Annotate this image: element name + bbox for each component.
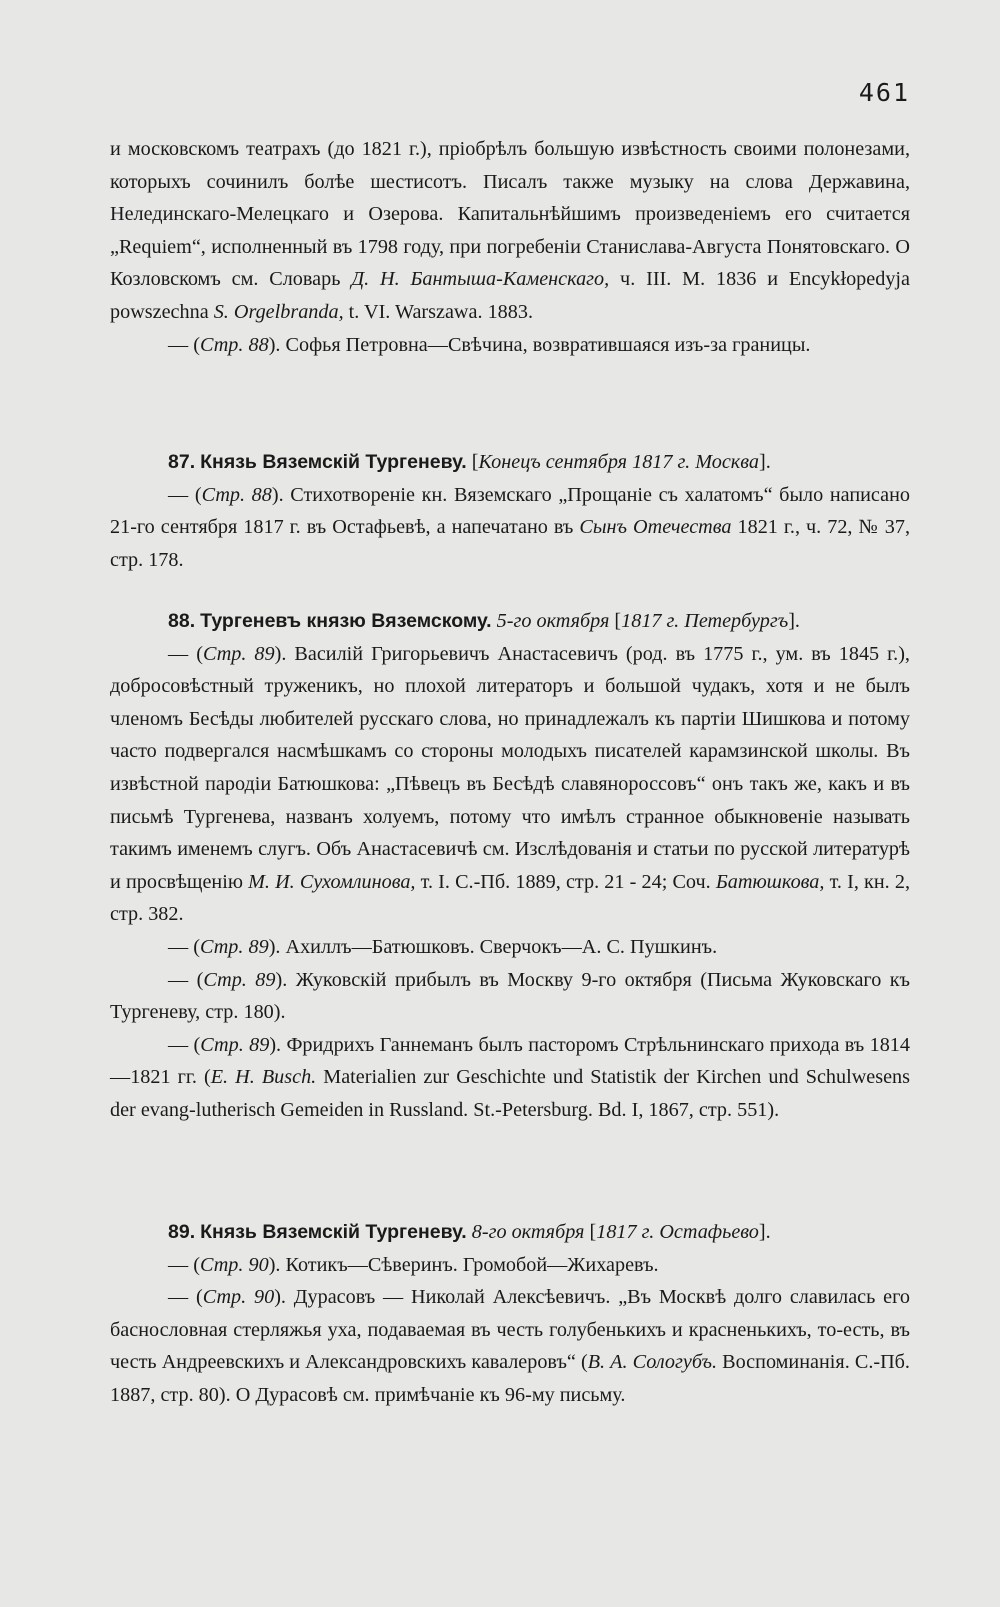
page-reference: Стр. 89 [199,935,269,958]
text-segment: т. I, кн. 2, стр. 382. [110,870,911,926]
text-segment: — ( [168,935,200,958]
letter-88-notes [110,605,910,1127]
paragraph-achilles [110,931,910,964]
text-segment: ). Софья Петровна—Свѣчина, возвратившаяся изъ-за границы. [268,333,811,356]
letter-title: Тургеневъ князю Вяземскому. [200,610,492,632]
paragraph-khalat [110,479,910,577]
text-segment: Materialien zur Geschichte und Statistik der Kirchen und Schulwesens der evang-lutherisch Gemeiden in Russland. St.-Petersburg. Bd. I, 1867, стр. 551). [110,1066,910,1121]
text-segment: ]. [788,610,800,632]
text-segment: ). Котикъ—Сѣверинъ. Громобой—Жихаревъ. [268,1253,659,1276]
text-segment: — ( [168,333,200,356]
letter-87-notes [110,446,910,576]
letter-88-heading [110,605,910,638]
text-segment: ). Ахиллъ—Батюшковъ. Сверчокъ—А. С. Пушкинъ. [268,935,718,958]
text-segment: t. VI. Warszawa. 1883. [343,300,533,323]
italic-reference: Батюшкова, [715,870,825,893]
text-segment: [ [466,451,479,473]
letter-date: Конецъ сентября 1817 г. Москва [478,451,759,473]
italic-reference: S. Orgelbranda, [213,300,344,323]
letter-89-heading [110,1216,910,1249]
page-reference: Стр. 88 [199,333,269,356]
page-reference: Стр. 89 [202,642,275,665]
text-segment: — ( [168,1286,203,1309]
note-continuation [110,133,910,361]
text-segment: ). Василій Григорьевичъ Анастасевичъ (род. въ 1775 г., ум. въ 1845 г.), добросовѣстный труженикъ, но плохой литераторъ и большой чудакъ, хотя и не былъ членомъ Бесѣды любителей русскаго слова, но принадлежалъ къ партіи Шишкова и потому часто подвергался насмѣшкамъ со стороны молодыхъ писателей карамзинской школы. Въ извѣстной пародіи Батюшкова: „Пѣвецъ въ Бесѣдѣ славянороссовъ“ онъ такъ же, какъ и въ письмѣ Тургенева, названъ холуемъ, потому что имѣлъ странное обыкновеніе называть такимъ именемъ слугъ. Объ Анастасевичѣ см. Изслѣдованія и статьи по русской литературѣ и просвѣщенію [110,642,910,893]
letter-89-notes [110,1216,910,1412]
text-segment: ч. III. М. 1836 и Encykłopedyja powszechna [110,268,910,323]
text-segment: [ [584,1221,597,1243]
text-segment: ]. [758,451,771,473]
paragraph-durasov [110,1281,910,1411]
letter-87-heading [110,446,910,479]
page-number: 461 [858,78,910,107]
text-segment: ). Фридрихъ Ганнеманъ былъ пасторомъ Стрѣльнинскаго прихода въ 1814—1821 гг. ( [110,1033,910,1089]
paragraph-kozlovsky [110,133,910,329]
text-segment: — ( [168,968,204,991]
text-segment: — ( [168,642,203,665]
italic-reference: Д. Н. Бантыша-Каменскаго, [351,268,610,291]
text-segment: — ( [168,1033,201,1056]
text-segment: — ( [168,483,202,506]
letter-title: Князь Вяземскій Тургеневу. [200,1221,467,1243]
page-reference: Стр. 90 [202,1286,275,1309]
page-reference: Стр. 89 [203,968,276,991]
italic-reference: В. А. Сологубъ. [587,1351,718,1374]
italic-reference: Сынъ Отечества [579,516,732,539]
text-segment: ]. [758,1221,771,1243]
paragraph-svechina [110,329,910,362]
text-segment: Воспоминанія. С.-Пб. 1887, стр. 80). О Дурасовѣ см. примѣчаніе къ 96-му письму. [110,1351,910,1406]
letter-date: 1817 г. Остафьево [596,1221,759,1243]
text-segment: ). Жуковскій прибылъ въ Москву 9-го октября (Письма Жуковскаго къ Тургеневу, стр. 180). [110,968,910,1024]
letter-date: 5-го октября [496,610,610,632]
text-segment: ). Стихотвореніе кн. Вяземскаго „Прощаніе съ халатомъ“ было написано 21-го сентября 1817 г. въ Остафьевѣ, а напечатано въ [110,483,910,539]
letter-date: 1817 г. Петербургъ [621,610,789,632]
page-reference: Стр. 89 [200,1033,270,1056]
italic-reference: М. И. Сухомлинова, [248,870,416,893]
text-segment: т. I. С.-Пб. 1889, стр. 21 - 24; Соч. [415,870,716,893]
text-segment: [ [609,610,622,632]
text-segment: 1821 г., ч. 72, № 37, стр. 178. [110,516,910,571]
letter-date: 8-го октября [471,1221,585,1243]
letter-title: Князь Вяземскій Тургеневу. [200,451,467,473]
letter-number: 89. [168,1221,196,1243]
paragraph-kotik [110,1249,910,1282]
paragraph-anastasevich [110,638,910,931]
letter-number: 88. [168,610,196,632]
text-segment: — ( [168,1253,200,1276]
italic-reference: E. H. Busch. [210,1066,317,1089]
page-reference: Стр. 88 [201,483,272,506]
text-segment: и московскомъ театрахъ (до 1821 г.), пріобрѣлъ большую извѣстность своими полонезами, которыхъ сочинилъ болѣе шестисотъ. Писалъ также музыку на слова Державина, Нелединскаго-Мелецкаго и Озерова. Капитальнѣйшимъ произведеніемъ его считается „Requiem“, исполненный въ 1798 году, при погребеніи Станислава-Августа Понятовскаго. О Козловскомъ см. Словарь [110,138,910,291]
paragraph-hannemann [110,1029,910,1127]
paragraph-zhukovsky [110,964,910,1029]
text-segment: ). Дурасовъ — Николай Алексѣевичъ. „Въ Москвѣ долго славилась его баснословная стерляжья уха, подаваемая въ честь голубенькихъ и красненькихъ, то-есть, въ честь Андреевскихъ и Александровскихъ кавалеровъ“ ( [110,1286,910,1374]
letter-number: 87. [168,451,196,473]
page-reference: Стр. 90 [199,1253,269,1276]
